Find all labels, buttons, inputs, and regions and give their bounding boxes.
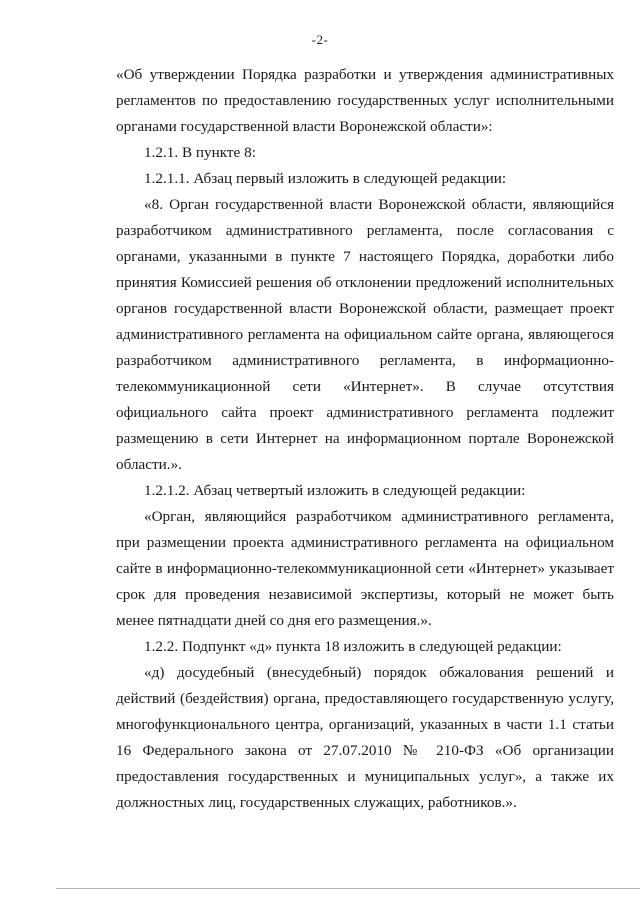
paragraph-1-2-1: 1.2.1. В пункте 8: — [144, 144, 256, 161]
paragraph-subpoint-d-text: «д) досудебный (внесудебный) порядок обжалования решений и действий (бездействия) органа, предоставляющего государственную услугу, многофункционального центра, организаций, указанных в части 1.1 статьи 16 Федерального закона от 27.07.2010 № 210-ФЗ «Об организации предоставления государственных и муниципальных услуг», а также их должностных лиц, государственных служащих, работников.». — [116, 664, 614, 811]
paragraph-1-2-1-2: 1.2.1.2. Абзац четвертый изложить в следующей редакции: — [144, 482, 526, 499]
page-number: -2- — [311, 32, 329, 47]
paragraph-1-2-2: 1.2.2. Подпункт «д» пункта 18 изложить в следующей редакции: — [144, 638, 562, 655]
paragraph-point-8-text: «8. Орган государственной власти Воронежской области, являющийся разработчиком административного регламента, после согласования с органами, указанными в пункте 7 настоящего Порядка, доработки либо принятия Комиссией решения об отклонении предложений исполнительных органов государственной власти Воронежской области, размещает проект административного регламента на официальном сайте органа, являющегося разработчиком административного регламента, в информационно-телекоммуникационной сети «Интернет». В случае отсутствия официального сайта проект административного регламента подлежит размещению в сети Интернет на информационном портале Воронежской области.». — [116, 196, 614, 473]
paragraph-fourth-abzac-text: «Орган, являющийся разработчиком административного регламента, при размещении проекта административного регламента на официальном сайте в информационно-телекоммуникационной сети «Интернет» указывает срок для проведения независимой экспертизы, который не может быть менее пятнадцати дней со дня его размещения.». — [116, 508, 614, 629]
paragraph-resolution-title: «Об утверждении Порядка разработки и утверждения административных регламентов по предоставлению государственных услуг исполнительными органами государственной власти Воронежской области»: — [116, 66, 614, 135]
paragraph-1-2-1-1: 1.2.1.1. Абзац первый изложить в следующей редакции: — [144, 170, 507, 187]
page-bottom-edge-line — [56, 888, 640, 889]
document-body — [116, 62, 614, 816]
